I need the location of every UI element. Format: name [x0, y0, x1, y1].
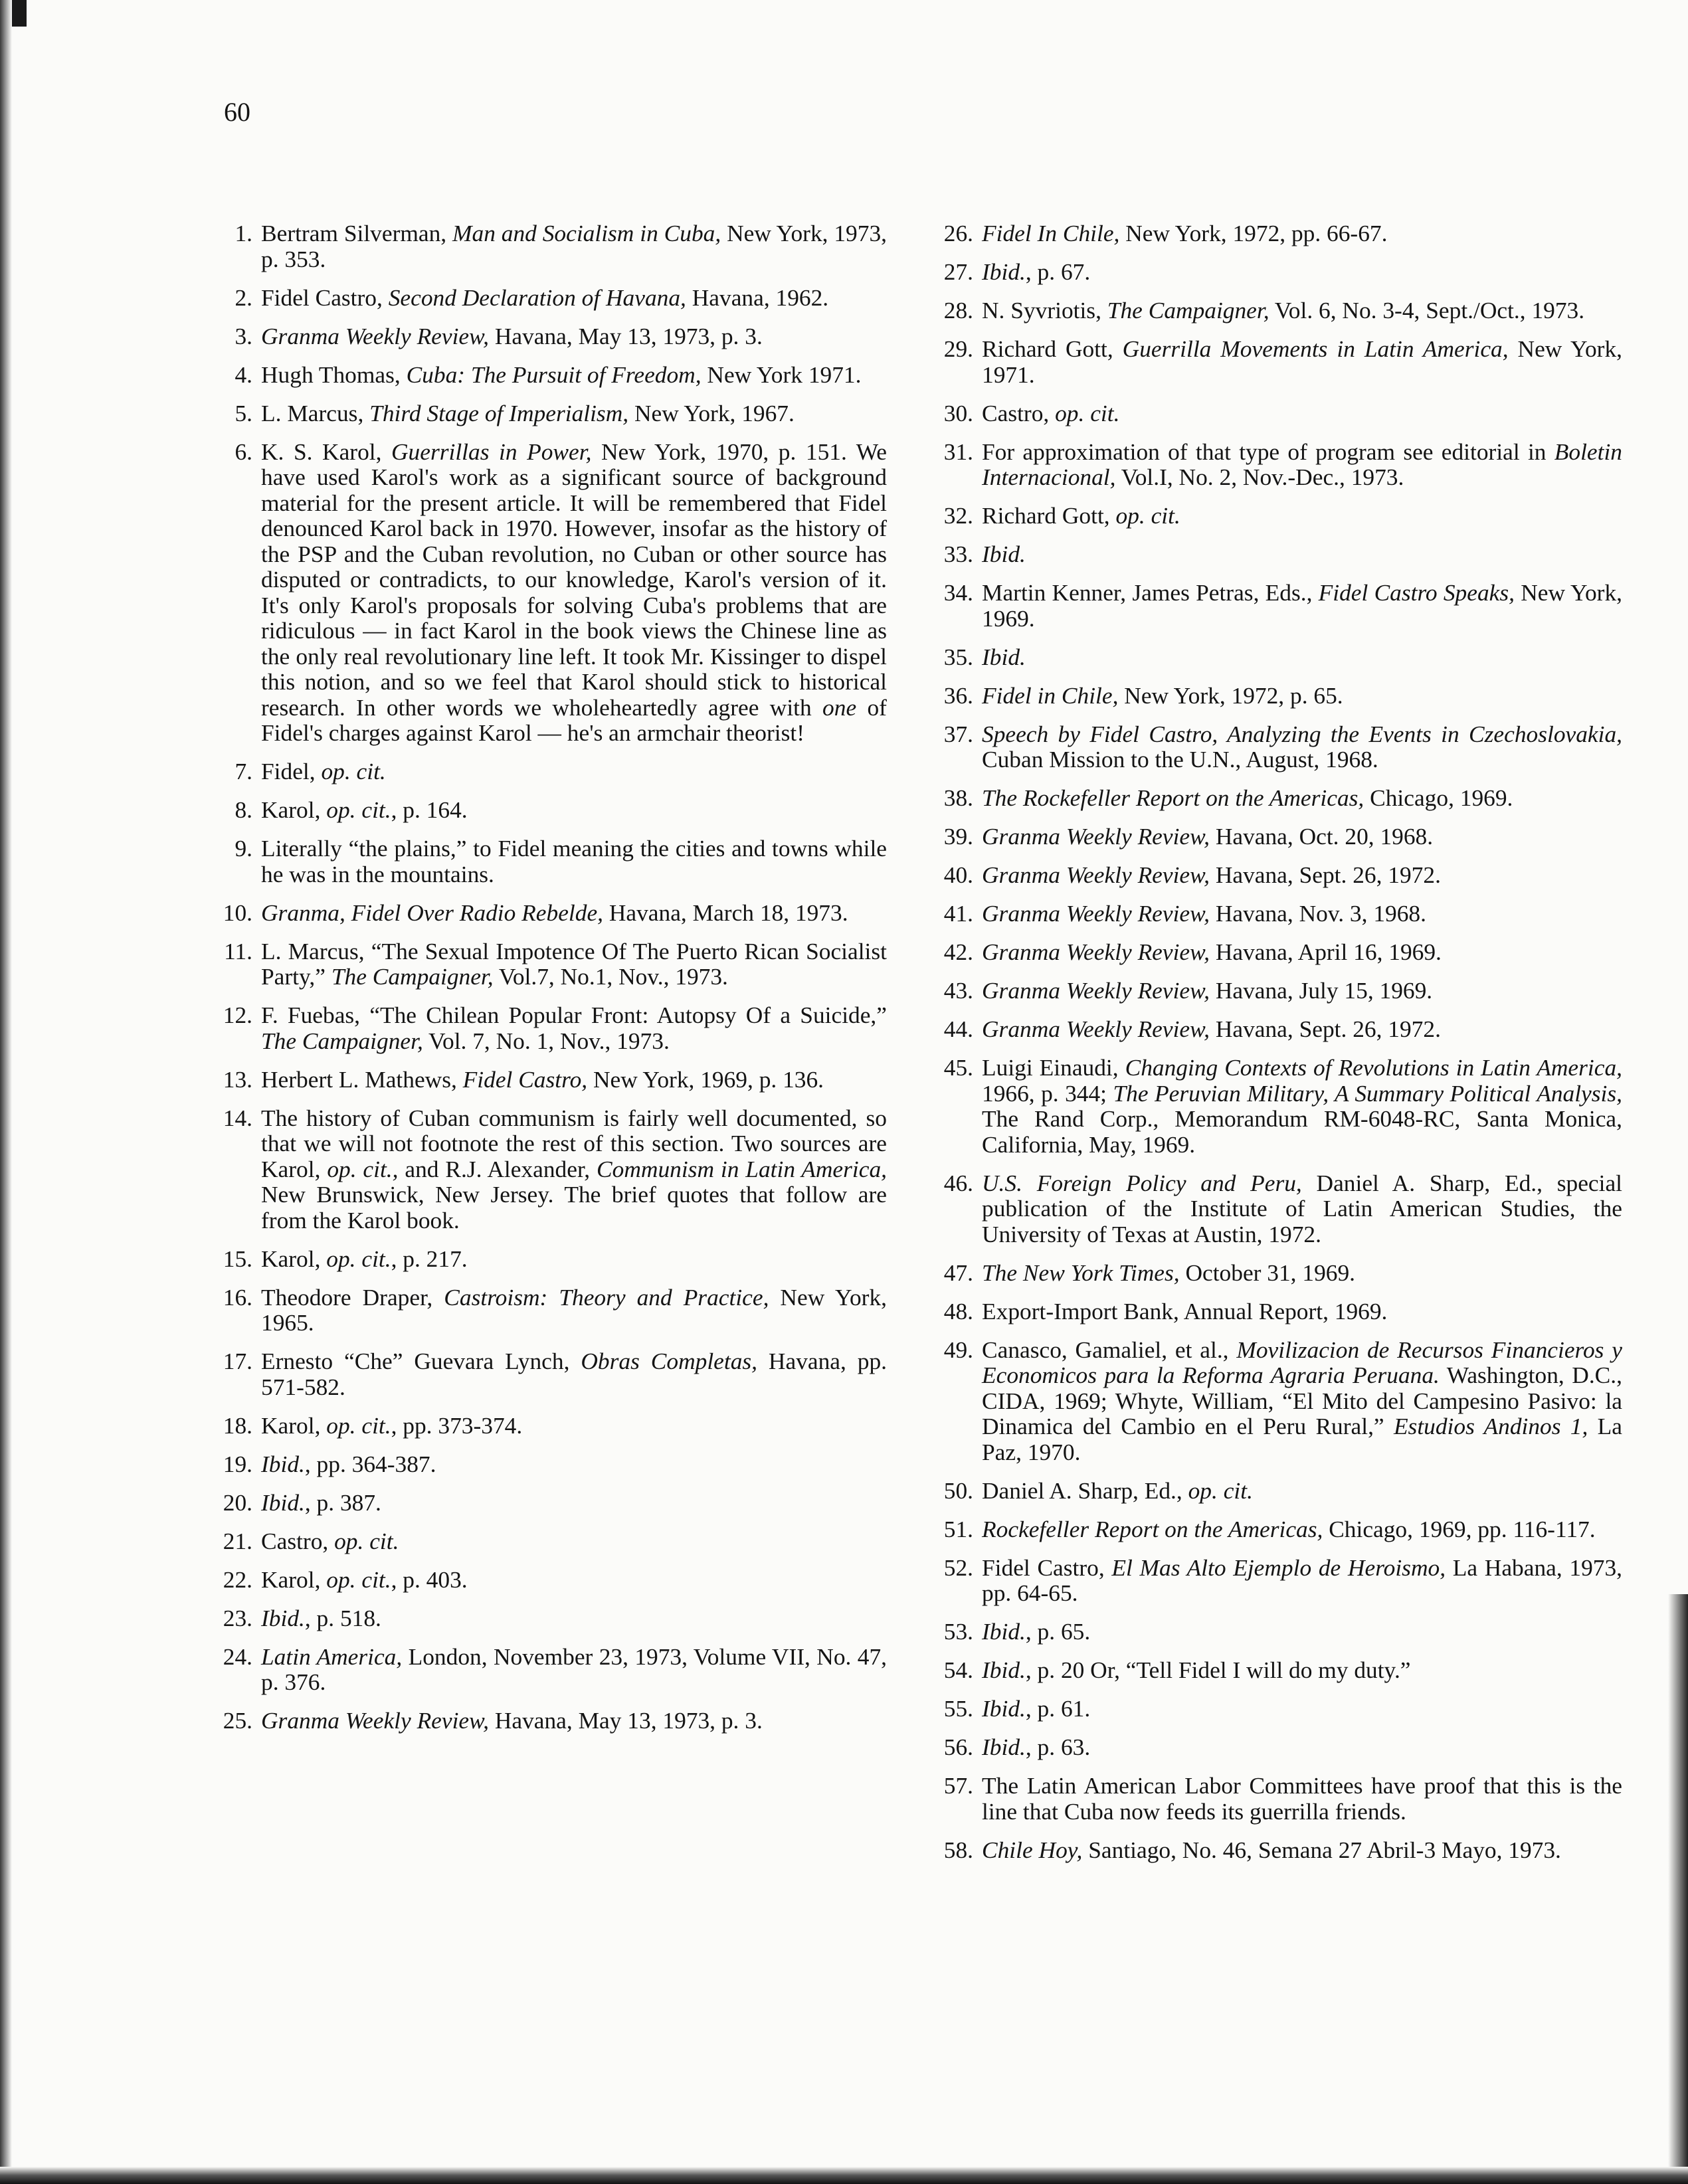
footnote-number: 12.	[223, 1002, 252, 1028]
footnote-number: 55.	[943, 1695, 973, 1722]
footnote	[213, 1708, 887, 1734]
footnote-text: Daniel A. Sharp, Ed., op. cit.	[982, 1477, 1253, 1504]
footnote	[213, 221, 887, 272]
footnote	[213, 1490, 887, 1516]
footnote-number: 17.	[223, 1348, 252, 1374]
footnote-text: Ibid., p. 387.	[261, 1489, 381, 1516]
footnote	[213, 1528, 887, 1554]
footnote-text: K. S. Karol, Guerrillas in Power, New York, 1970, p. 151. We have used Karol's work as a significant source of background material for the present article. It will be remembered that Fidel denounced Karol back in 1970. However, insofar as the history of the PSP and the Cuban revolution, no Cuban or other source has disputed or contradicts, to our knowledge, Karol's version of it. It's only Karol's proposals for solving Cuba's problems that are ridiculous — in fact Karol in the book views the Chinese line as the only real revolutionary line left. It took Mr. Kissinger to dispel this notion, and so we feel that Karol should stick to historical research. In other words we wholeheartedly agree with one of Fidel's charges against Karol — he's an armchair theorist!	[261, 438, 887, 746]
footnote-text: Richard Gott, Guerrilla Movements in Latin America, New York, 1971.	[982, 335, 1622, 388]
footnote-number: 15.	[223, 1245, 252, 1272]
footnote-text: Speech by Fidel Castro, Analyzing the Events in Czechoslovakia, Cuban Mission to the U.N., August, 1968.	[982, 720, 1622, 773]
footnote	[933, 1773, 1622, 1824]
footnote-text: Latin America, London, November 23, 1973, Volume VII, No. 47, p. 376.	[261, 1643, 887, 1695]
footnote-number: 16.	[223, 1283, 252, 1311]
footnote	[933, 862, 1622, 888]
footnote-text: L. Marcus, Third Stage of Imperialism, New York, 1967.	[261, 399, 795, 426]
footnote-text: Granma Weekly Review, Havana, May 13, 1973, p. 3.	[261, 1707, 763, 1734]
footnote-text: F. Fuebas, “The Chilean Popular Front: Autopsy Of a Suicide,” The Campaigner, Vol. 7, No. 1, Nov., 1973.	[261, 1002, 887, 1054]
footnote-number: 54.	[943, 1657, 973, 1683]
footnote-text: The New York Times, October 31, 1969.	[982, 1259, 1356, 1286]
footnote-text: Canasco, Gamaliel, et al., Movilizacion de Recursos Financieros y Economicos para la Reforma Agraria Peruana. Washington, D.C., CIDA, 1969; Whyte, William, “El Mito del Campesino Pasivo: la Dinamica del Cambio en el Peru Rural,” Estudios Andinos 1, La Paz, 1970.	[982, 1336, 1622, 1465]
footnote	[933, 1696, 1622, 1722]
footnote-text: Martin Kenner, James Petras, Eds., Fidel Castro Speaks, New York, 1969.	[982, 579, 1622, 632]
footnote	[213, 1067, 887, 1093]
footnote-text: The history of Cuban communism is fairly well documented, so that we will not footnote the rest of this section. Two sources are Karol, op. cit., and R.J. Alexander, Communism in Latin America, New Brunswick, New Jersey. The brief quotes that follow are from the Karol book.	[261, 1104, 887, 1233]
footnotes-right-column	[933, 221, 1622, 1876]
footnote-text: Granma Weekly Review, Havana, July 15, 1969.	[982, 977, 1433, 1004]
footnote-text: Luigi Einaudi, Changing Contexts of Revolutions in Latin America, 1966, p. 344; The Peruvian Military, A Summary Political Analysis, The Rand Corp., Memorandum RM-6048-RC, Santa Monica, California, May, 1969.	[982, 1054, 1622, 1158]
footnote-text: Granma Weekly Review, Havana, Sept. 26, 1972.	[982, 1016, 1441, 1042]
footnote	[213, 1413, 887, 1439]
footnote-text: Granma Weekly Review, Havana, Oct. 20, 1968.	[982, 823, 1434, 850]
footnote	[933, 1734, 1622, 1760]
footnote-text: Granma, Fidel Over Radio Rebelde, Havana, March 18, 1973.	[261, 899, 848, 926]
footnote-number: 24.	[223, 1643, 252, 1670]
footnote	[213, 1246, 887, 1272]
footnote-number: 10.	[223, 899, 252, 926]
footnote-text: Fidel Castro, Second Declaration of Havana, Havana, 1962.	[261, 284, 829, 311]
footnote-number: 26.	[943, 220, 973, 246]
footnote-number: 38.	[943, 784, 973, 811]
footnote	[933, 439, 1622, 490]
footnote-text: Fidel In Chile, New York, 1972, pp. 66-67.	[982, 220, 1388, 246]
footnote-number: 14.	[223, 1104, 252, 1131]
footnote-number: 58.	[943, 1836, 973, 1863]
footnote	[933, 901, 1622, 927]
footnotes-left-column	[213, 221, 887, 1746]
footnote	[213, 836, 887, 887]
footnote-text: Karol, op. cit., p. 164.	[261, 796, 468, 823]
footnote-number: 35.	[943, 643, 973, 670]
footnote-text: Ibid., p. 20 Or, “Tell Fidel I will do my duty.”	[982, 1657, 1411, 1683]
footnote-text: Ernesto “Che” Guevara Lynch, Obras Completas, Havana, pp. 571-582.	[261, 1348, 887, 1400]
footnote	[933, 1337, 1622, 1465]
footnote-number: 9.	[234, 835, 252, 862]
footnote-number: 57.	[943, 1772, 973, 1799]
footnote-number: 53.	[943, 1618, 973, 1645]
footnote	[213, 1451, 887, 1477]
footnote-text: Castro, op. cit.	[261, 1527, 399, 1554]
footnote-number: 20.	[223, 1489, 252, 1516]
footnote-text: Ibid.	[982, 643, 1026, 670]
footnote	[933, 1619, 1622, 1645]
footnote-number: 5.	[234, 399, 252, 426]
footnote-number: 7.	[234, 758, 252, 784]
footnote-text: Castro, op. cit.	[982, 399, 1120, 426]
footnote-text: N. Syvriotis, The Campaigner, Vol. 6, No. 3-4, Sept./Oct., 1973.	[982, 297, 1585, 323]
footnote-text: Literally “the plains,” to Fidel meaning the cities and towns while he was in the mountains.	[261, 835, 887, 887]
footnote	[213, 401, 887, 426]
footnote	[213, 362, 887, 388]
footnote-number: 56.	[943, 1734, 973, 1760]
footnote-number: 2.	[234, 284, 252, 311]
footnote	[933, 1016, 1622, 1042]
footnote-number: 33.	[943, 541, 973, 567]
footnote-text: Ibid., pp. 364-387.	[261, 1450, 436, 1477]
footnote-number: 31.	[943, 438, 973, 465]
footnote-text: Granma Weekly Review, Havana, May 13, 1973, p. 3.	[261, 322, 763, 349]
footnote-number: 32.	[943, 502, 973, 529]
footnote-number: 50.	[943, 1477, 973, 1504]
footnote-number: 25.	[223, 1707, 252, 1734]
footnote-number: 23.	[223, 1604, 252, 1631]
footnote-text: The Rockefeller Report on the Americas, Chicago, 1969.	[982, 784, 1513, 811]
footnote-text: Richard Gott, op. cit.	[982, 502, 1180, 529]
footnote	[933, 259, 1622, 285]
footnote-text: Ibid., p. 61.	[982, 1695, 1091, 1722]
footnote	[933, 503, 1622, 529]
footnote-number: 27.	[943, 258, 973, 285]
footnote	[933, 336, 1622, 387]
footnote-number: 41.	[943, 900, 973, 927]
footnote	[213, 797, 887, 823]
footnote-number: 18.	[223, 1411, 252, 1439]
footnote-text: Ibid., p. 518.	[261, 1604, 381, 1631]
footnote-text: For approximation of that type of program see editorial in Boletin Internacional, Vol.I, No. 2, Nov.-Dec., 1973.	[982, 438, 1622, 490]
footnote-text: Herbert L. Mathews, Fidel Castro, New York, 1969, p. 136.	[261, 1065, 824, 1093]
footnote-number: 39.	[943, 823, 973, 850]
footnote	[933, 298, 1622, 323]
scan-bottom-edge	[0, 2167, 1688, 2184]
footnote-number: 4.	[234, 361, 252, 388]
footnote-text: Granma Weekly Review, Havana, April 16, 1969.	[982, 939, 1442, 965]
footnote-number: 30.	[943, 399, 973, 426]
footnote-number: 46.	[943, 1169, 973, 1196]
footnote	[213, 1605, 887, 1631]
footnote-text: Granma Weekly Review, Havana, Nov. 3, 1968.	[982, 900, 1426, 927]
footnote-text: Bertram Silverman, Man and Socialism in Cuba, New York, 1973, p. 353.	[261, 220, 887, 272]
footnote	[213, 1105, 887, 1233]
footnote-text: The Latin American Labor Committees have proof that this is the line that Cuba now feeds its guerrilla friends.	[982, 1772, 1622, 1825]
footnote-number: 43.	[943, 977, 973, 1004]
footnote-number: 13.	[223, 1065, 252, 1093]
footnote-text: Ibid., p. 67.	[982, 258, 1091, 285]
footnote-text: Karol, op. cit., pp. 373-374.	[261, 1411, 523, 1439]
footnote-number: 52.	[943, 1554, 973, 1581]
footnote-number: 42.	[943, 939, 973, 965]
footnote-text: Chile Hoy, Santiago, No. 46, Semana 27 Abril-3 Mayo, 1973.	[982, 1836, 1561, 1863]
footnote	[933, 683, 1622, 709]
footnote-text: Export-Import Bank, Annual Report, 1969.	[982, 1297, 1388, 1324]
footnote	[213, 1644, 887, 1695]
footnote-text: U.S. Foreign Policy and Peru, Daniel A. Sharp, Ed., special publication of the Institute of Latin American Studies, the University of Texas at Austin, 1972.	[982, 1169, 1622, 1247]
footnote-number: 29.	[943, 335, 973, 362]
footnote	[213, 1285, 887, 1336]
footnote-number: 34.	[943, 579, 973, 606]
footnote-text: Granma Weekly Review, Havana, Sept. 26, 1972.	[982, 862, 1441, 888]
footnote	[933, 221, 1622, 246]
footnote-number: 1.	[234, 220, 252, 246]
footnote	[933, 1555, 1622, 1606]
scan-left-edge	[0, 0, 12, 2184]
footnote-number: 8.	[234, 796, 252, 823]
footnote	[213, 939, 887, 990]
footnote-text: Fidel in Chile, New York, 1972, p. 65.	[982, 682, 1343, 709]
footnote	[933, 1657, 1622, 1683]
footnote-text: Fidel Castro, El Mas Alto Ejemplo de Heroismo, La Habana, 1973, pp. 64-65.	[982, 1554, 1623, 1606]
footnote-number: 36.	[943, 682, 973, 709]
footnote	[933, 1516, 1622, 1542]
footnote	[213, 1348, 887, 1400]
footnote-text: Rockefeller Report on the Americas, Chicago, 1969, pp. 116-117.	[982, 1515, 1596, 1542]
footnote	[213, 1002, 887, 1053]
footnote-number: 11.	[224, 937, 252, 964]
footnote	[213, 285, 887, 311]
footnote-number: 21.	[223, 1527, 252, 1554]
footnote-number: 48.	[943, 1297, 973, 1324]
footnote-number: 44.	[943, 1016, 973, 1042]
footnote	[933, 1170, 1622, 1247]
footnote	[933, 824, 1622, 850]
footnote	[933, 644, 1622, 670]
footnote	[933, 939, 1622, 965]
footnote	[213, 323, 887, 349]
footnote-text: Ibid., p. 65.	[982, 1618, 1091, 1645]
footnote-text: Karol, op. cit., p. 403.	[261, 1566, 468, 1593]
footnote-text: Ibid.	[982, 541, 1026, 567]
footnote	[933, 1478, 1622, 1504]
footnote-text: Karol, op. cit., p. 217.	[261, 1245, 468, 1272]
footnote-number: 40.	[943, 862, 973, 888]
footnote	[933, 978, 1622, 1004]
footnote-text: Fidel, op. cit.	[261, 758, 386, 784]
footnote-number: 6.	[234, 438, 252, 465]
footnote	[933, 785, 1622, 811]
footnote-text: Ibid., p. 63.	[982, 1734, 1091, 1760]
footnote-text: L. Marcus, “The Sexual Impotence Of The Puerto Rican Socialist Party,” The Campaigner, Vol.7, No.1, Nov., 1973.	[261, 937, 887, 990]
footnote	[213, 900, 887, 926]
footnote	[933, 541, 1622, 567]
footnote	[213, 1567, 887, 1593]
footnote	[933, 1055, 1622, 1157]
footnote-number: 45.	[943, 1054, 973, 1081]
footnote-number: 51.	[943, 1515, 973, 1542]
footnote-number: 22.	[223, 1566, 252, 1593]
footnote	[933, 721, 1622, 773]
footnote-number: 49.	[943, 1336, 973, 1363]
footnote	[933, 1299, 1622, 1324]
footnote	[933, 1260, 1622, 1286]
page-number: 60	[224, 97, 250, 127]
footnote	[213, 759, 887, 784]
footnote-number: 37.	[943, 720, 973, 747]
footnote-number: 3.	[234, 322, 252, 349]
footnote-text: Hugh Thomas, Cuba: The Pursuit of Freedom, New York 1971.	[261, 361, 862, 388]
footnote	[213, 439, 887, 746]
footnote-number: 47.	[943, 1259, 973, 1286]
footnote	[933, 401, 1622, 426]
footnote-number: 28.	[943, 297, 973, 323]
footnote-number: 19.	[223, 1450, 252, 1477]
scan-right-edge	[1668, 1594, 1688, 2184]
footnote-text: Theodore Draper, Castroism: Theory and Practice, New York, 1965.	[261, 1283, 887, 1336]
footnote	[933, 1837, 1622, 1863]
footnote	[933, 580, 1622, 631]
